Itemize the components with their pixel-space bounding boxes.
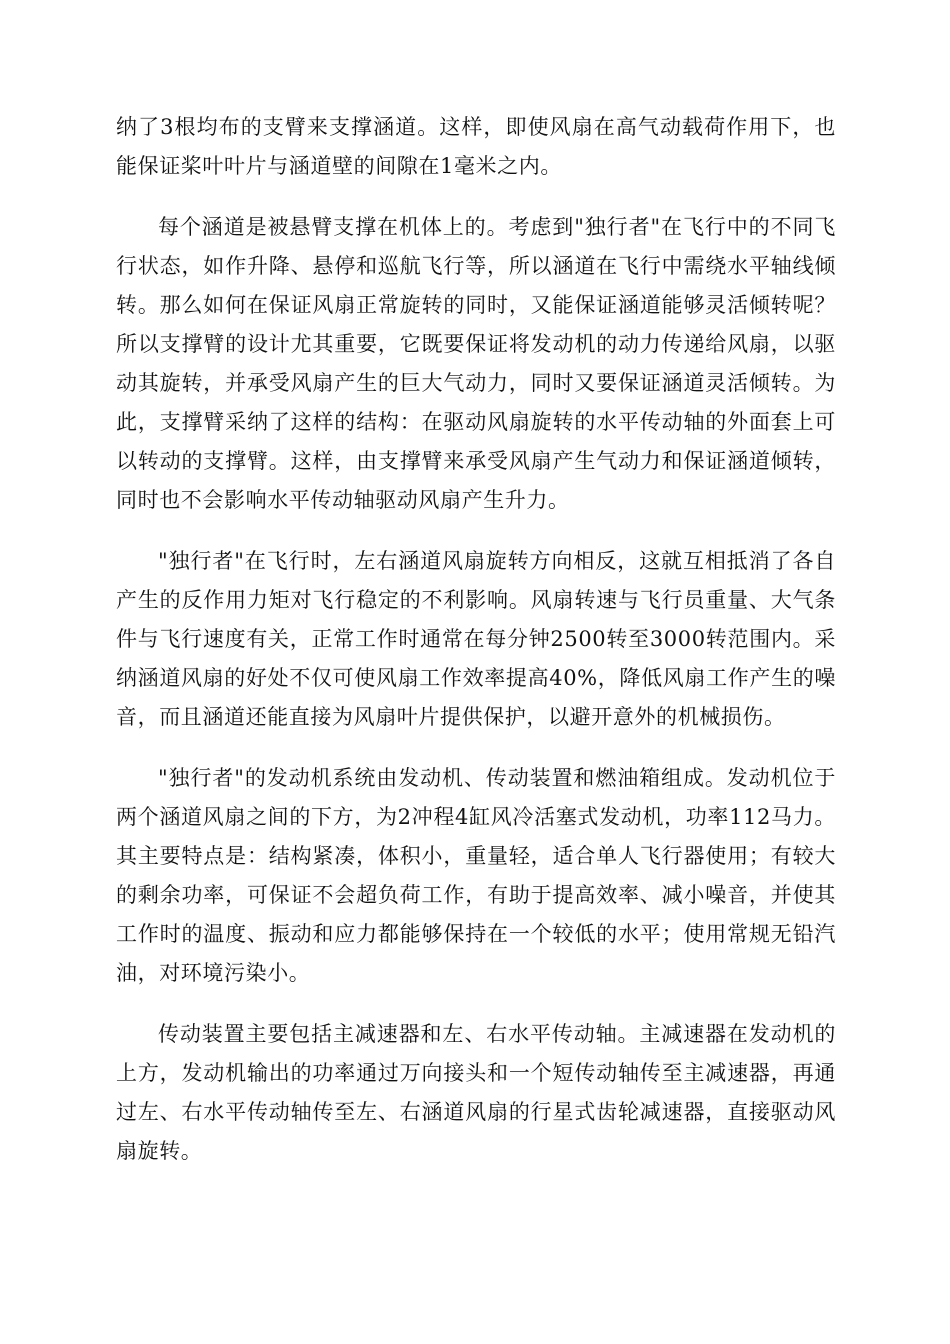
paragraph-transmission: 传动装置主要包括主减速器和左、右水平传动轴。主减速器在发动机的上方，发动机输出的功率通过万向接头和一个短传动轴传至主减速器，再通过左、右水平传动轴传至左、右涵道风扇的行星式齿轮减速器，直接驱动风扇旋转。 xyxy=(116,1022,836,1163)
document-body xyxy=(116,108,836,1193)
paragraph-engine-system: "独行者"的发动机系统由发动机、传动装置和燃油箱组成。发动机位于两个涵道风扇之间的下方，为2冲程4缸风冷活塞式发动机，功率112马力。其主要特点是：结构紧凑，体积小，重量轻，适合单人飞行器使用；有较大的剩余功率，可保证不会超负荷工作，有助于提高效率、减小噪音，并使其工作时的温度、振动和应力都能够保持在一个较低的水平；使用常规无铅汽油，对环境污染小。 xyxy=(116,766,836,985)
paragraph-duct-tilt-support-arm: 每个涵道是被悬臂支撑在机体上的。考虑到"独行者"在飞行中的不同飞行状态，如作升降、悬停和巡航飞行等，所以涵道在飞行中需绕水平轴线倾转。那么如何在保证风扇正常旋转的同时，又能保证涵道能够灵活倾转呢？所以支撑臂的设计尤其重要，它既要保证将发动机的动力传递给风扇，以驱动其旋转，并承受风扇产生的巨大气动力，同时又要保证涵道灵活倾转。为此，支撑臂采纳了这样的结构：在驱动风扇旋转的水平传动轴的外面套上可以转动的支撑臂。这样，由支撑臂来承受风扇产生气动力和保证涵道倾转，同时也不会影响水平传动轴驱动风扇产生升力。 xyxy=(116,215,836,512)
paragraph-fan-rotation: "独行者"在飞行时，左右涵道风扇旋转方向相反，这就互相抵消了各自产生的反作用力矩对飞行稳定的不利影响。风扇转速与飞行员重量、大气条件与飞行速度有关，正常工作时通常在每分钟2500转至3000转范围内。采纳涵道风扇的好处不仅可使风扇工作效率提高40%，降低风扇工作产生的噪音，而且涵道还能直接为风扇叶片提供保护，以避开意外的机械损伤。 xyxy=(116,549,836,729)
paragraph-support-arms-continued: 纳了3根均布的支臂来支撑涵道。这样，即使风扇在高气动载荷作用下，也能保证桨叶叶片与涵道壁的间隙在1毫米之内。 xyxy=(116,115,836,178)
